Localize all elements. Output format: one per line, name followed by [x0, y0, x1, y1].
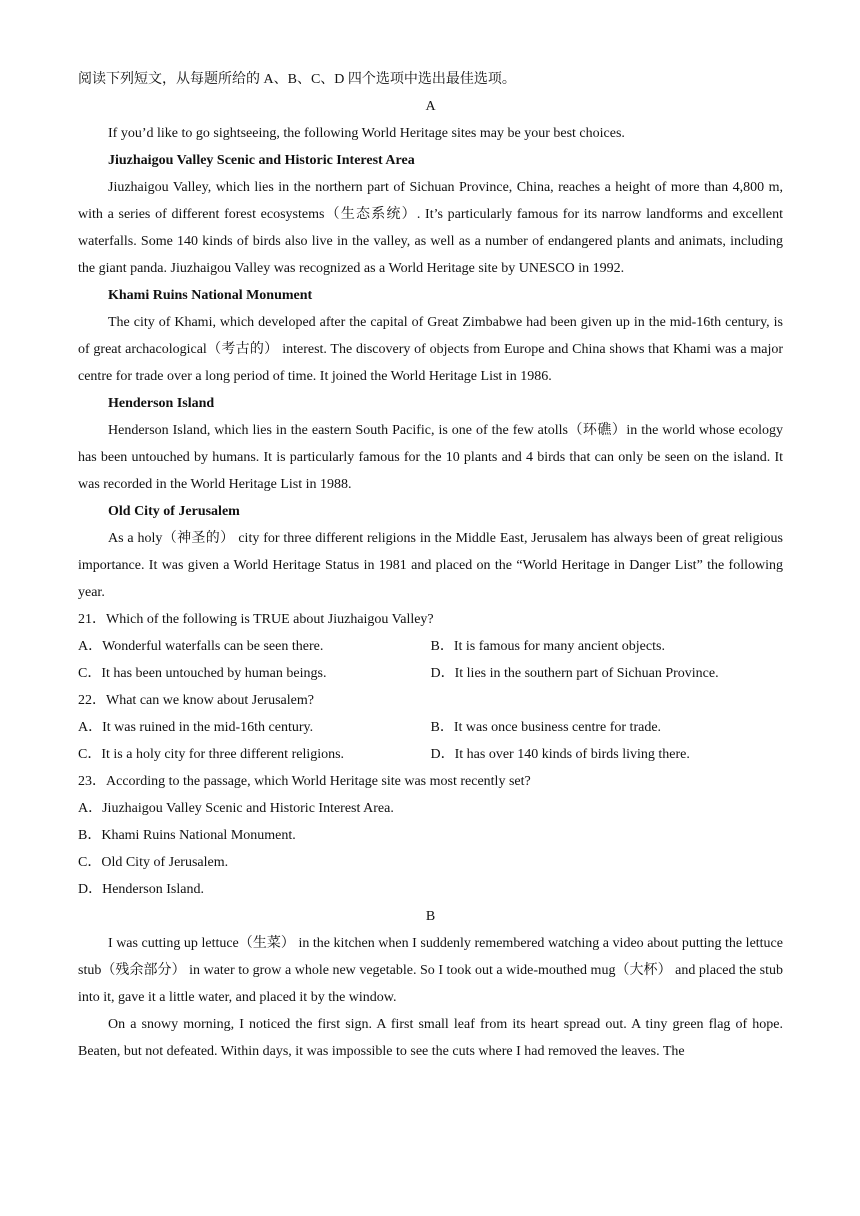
question-22-option-c: C．It is a holy city for three different religions. — [78, 747, 345, 762]
question-23-option-b: B．Khami Ruins National Monument. — [78, 828, 296, 843]
section-b-paragraph-1: I was cutting up lettuce（生菜） in the kitchen when I suddenly remembered watching a video about putting the lettuce stub（残余部分） in water to grow a whole new vegetable. So I took out a wide-mouthed mug（大杯） and placed the stub into it, gave it a little water, and placed it by the window. — [78, 936, 783, 1005]
instructions: 阅读下列短文，从每题所给的 A、B、C、D 四个选项中选出最佳选项。 — [78, 72, 516, 87]
question-21-stem: 21．Which of the following is TRUE about Jiuzhaigou Valley? — [78, 612, 434, 627]
question-21-option-d: D．It lies in the southern part of Sichuan Province. — [430, 666, 719, 681]
document-page — [78, 66, 783, 1065]
section-a-letter: A — [425, 99, 436, 114]
site-heading-jerusalem: Old City of Jerusalem — [108, 504, 240, 519]
question-21-options-row-1 — [78, 633, 783, 660]
question-23-option-a: A．Jiuzhaigou Valley Scenic and Historic Interest Area. — [78, 801, 394, 816]
question-22-options-row-1 — [78, 714, 783, 741]
site-text-henderson: Henderson Island, which lies in the eastern South Pacific, is one of the few atolls（环礁）in the world whose ecology has been untouched by humans. It is particularly famous for the 10 plants and 4 birds that can only be seen on the island. It was recorded in the World Heritage List in 1988. — [78, 423, 783, 492]
question-22-option-b: B．It was once business centre for trade. — [430, 720, 662, 735]
site-heading-jiuzhaigou: Jiuzhaigou Valley Scenic and Historic Interest Area — [108, 153, 415, 168]
site-text-jiuzhaigou: Jiuzhaigou Valley, which lies in the northern part of Sichuan Province, China, reaches a height of more than 4,800 m, with a series of different forest ecosystems（生态系统）. It’s particularly famous for its narrow landforms and excellent waterfalls. Some 140 kinds of birds also live in the valley, as well as a number of endangered plants and animats, including the giant panda. Jiuzhaigou Valley was recognized as a World Heritage site by UNESCO in 1992. — [78, 180, 783, 276]
question-21-option-c: C．It has been untouched by human beings. — [78, 666, 327, 681]
section-b-letter: B — [425, 909, 436, 924]
site-text-jerusalem: As a holy（神圣的） city for three different religions in the Middle East, Jerusalem has always been of great religious importance. It was given a World Heritage Status in 1981 and placed on the “World Heritage in Danger List” the following year. — [78, 531, 783, 600]
section-b-paragraph-2: On a snowy morning, I noticed the first sign. A first small leaf from its heart spread out. A tiny green flag of hope. Beaten, but not defeated. Within days, it was impossible to see the cuts where I had removed the leaves. The — [78, 1017, 783, 1059]
question-23-option-d: D．Henderson Island. — [78, 882, 204, 897]
section-a-intro: If you’d like to go sightseeing, the following World Heritage sites may be your best choices. — [108, 126, 625, 141]
question-21-option-b: B．It is famous for many ancient objects. — [430, 639, 665, 654]
question-23-stem: 23．According to the passage, which World Heritage site was most recently set? — [78, 774, 531, 789]
site-text-khami: The city of Khami, which developed after the capital of Great Zimbabwe had been given up in the mid-16th century, is of great archacological（考古的） interest. The discovery of objects from Europe and China shows that Khami was a major centre for trade over a long period of time. It joined the World Heritage List in 1986. — [78, 315, 783, 384]
question-22-option-d: D．It has over 140 kinds of birds living there. — [430, 747, 690, 762]
question-22-option-a: A．It was ruined in the mid-16th century. — [78, 720, 314, 735]
question-23-option-c: C．Old City of Jerusalem. — [78, 855, 229, 870]
question-22-options-row-2 — [78, 741, 783, 768]
site-heading-henderson: Henderson Island — [108, 396, 215, 411]
question-21-options-row-2 — [78, 660, 783, 687]
question-21-option-a: A．Wonderful waterfalls can be seen there. — [78, 639, 324, 654]
site-heading-khami: Khami Ruins National Monument — [108, 288, 313, 303]
question-22-stem: 22．What can we know about Jerusalem? — [78, 693, 314, 708]
